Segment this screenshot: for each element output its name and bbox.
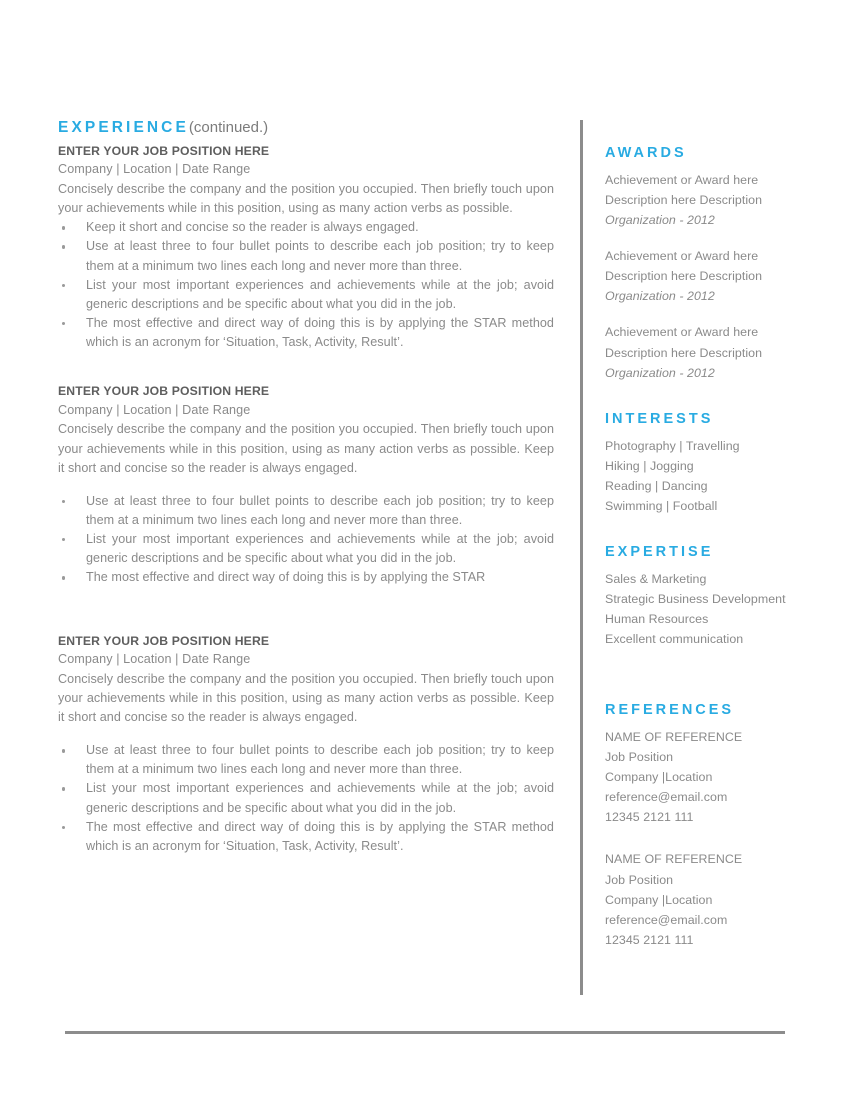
job-meta: Company | Location | Date Range [58, 651, 251, 666]
reference-company: Company |Location [605, 770, 713, 785]
column-divider [580, 120, 583, 995]
section-spacer [58, 588, 554, 632]
job-title: ENTER YOUR JOB POSITION HERE [58, 384, 270, 399]
list-item: Swimming | Football [605, 498, 718, 513]
job-description: Concisely describe the company and the position you occupied. Then briefly touch upon your achievements while in this position, using as many action verbs as possible. Keep it short and concise so the reader is always engaged. [58, 671, 554, 724]
award-entry [605, 322, 820, 382]
section-spacer [58, 352, 554, 382]
list-item: List your most important experiences and achievements while at the job; avoid generic descriptions and be specific about what you did in the job. [58, 276, 554, 314]
list-item: The most effective and direct way of doing this is by applying the STAR method which is an acronym for ‘Situation, Task, Activity, Result’. [58, 314, 554, 352]
award-entry [605, 170, 820, 230]
list-item: Human Resources [605, 611, 709, 626]
list-item: Keep it short and concise so the reader is always engaged. [58, 218, 554, 237]
list-item: Use at least three to four bullet points to describe each job position; try to keep them at a minimum two lines each long and never more than three. [58, 492, 554, 530]
list-item: Hiking | Jogging [605, 458, 694, 473]
list-item: Strategic Business Development [605, 591, 786, 606]
job-description: Concisely describe the company and the position you occupied. Then briefly touch upon your achievements while in this position, using as many action verbs as possible. Keep it short and concise so the reader is always engaged. [58, 422, 554, 475]
job-entry [58, 382, 554, 587]
reference-name: NAME OF REFERENCE [605, 852, 743, 867]
award-organization: Organization - 2012 [605, 213, 715, 228]
sidebar [605, 144, 820, 950]
reference-email: reference@email.com [605, 790, 728, 805]
list-item: Sales & Marketing [605, 571, 707, 586]
list-item: Excellent communication [605, 632, 744, 647]
job-bullet-list [58, 218, 554, 352]
reference-phone: 12345 2121 111 [605, 932, 694, 947]
section-spacer [605, 516, 820, 543]
job-title: ENTER YOUR JOB POSITION HERE [58, 143, 270, 158]
reference-name: NAME OF REFERENCE [605, 729, 743, 744]
awards-heading: AWARDS [605, 145, 687, 161]
interests-section [605, 410, 820, 516]
expertise-section [605, 543, 820, 649]
job-title: ENTER YOUR JOB POSITION HERE [58, 633, 270, 648]
section-spacer [605, 649, 820, 701]
list-item: Reading | Dancing [605, 478, 708, 493]
job-meta: Company | Location | Date Range [58, 402, 251, 417]
reference-email: reference@email.com [605, 912, 728, 927]
footer-rule [65, 1031, 785, 1034]
list-item: Use at least three to four bullet points to describe each job position; try to keep them at a minimum two lines each long and never more than three. [58, 741, 554, 779]
job-bullet-list [58, 741, 554, 856]
expertise-heading: EXPERTISE [605, 543, 714, 560]
award-title: Achievement or Award here [605, 172, 759, 187]
list-item: List your most important experiences and achievements while at the job; avoid generic descriptions and be specific about what you did in the job. [58, 530, 554, 568]
job-bullet-list [58, 492, 554, 588]
experience-section [58, 118, 554, 856]
experience-heading [58, 118, 554, 138]
reference-company: Company |Location [605, 892, 713, 907]
experience-heading-suffix: (continued.) [188, 119, 269, 136]
interests-heading: INTERESTS [605, 410, 714, 427]
section-spacer [605, 383, 820, 410]
job-description: Concisely describe the company and the position you occupied. Then briefly touch upon your achievements while in this position, using as many action verbs as possible. [58, 181, 554, 216]
list-item: The most effective and direct way of doing this is by applying the STAR [58, 568, 554, 587]
award-description: Description here Description [605, 269, 763, 284]
award-entry [605, 246, 820, 306]
list-item: Photography | Travelling [605, 438, 740, 453]
job-meta: Company | Location | Date Range [58, 162, 251, 177]
awards-section [605, 144, 820, 383]
reference-entry [605, 727, 820, 827]
job-entry [58, 632, 554, 856]
reference-position: Job Position [605, 872, 674, 887]
references-heading: REFERENCES [605, 702, 735, 719]
experience-heading-label: EXPERIENCE [58, 119, 189, 136]
references-section [605, 701, 820, 950]
award-organization: Organization - 2012 [605, 365, 715, 380]
list-item: The most effective and direct way of doing this is by applying the STAR method which is an acronym for ‘Situation, Task, Activity, Result’. [58, 818, 554, 856]
award-description: Description here Description [605, 192, 763, 207]
reference-phone: 12345 2121 111 [605, 810, 694, 825]
job-entry [58, 142, 554, 352]
reference-entry [605, 849, 820, 949]
award-title: Achievement or Award here [605, 249, 759, 264]
award-organization: Organization - 2012 [605, 289, 715, 304]
award-description: Description here Description [605, 345, 763, 360]
list-item: Use at least three to four bullet points to describe each job position; try to keep them at a minimum two lines each long and never more than three. [58, 237, 554, 275]
award-title: Achievement or Award here [605, 325, 759, 340]
list-item: List your most important experiences and achievements while at the job; avoid generic descriptions and be specific about what you did in the job. [58, 779, 554, 817]
reference-position: Job Position [605, 750, 674, 765]
